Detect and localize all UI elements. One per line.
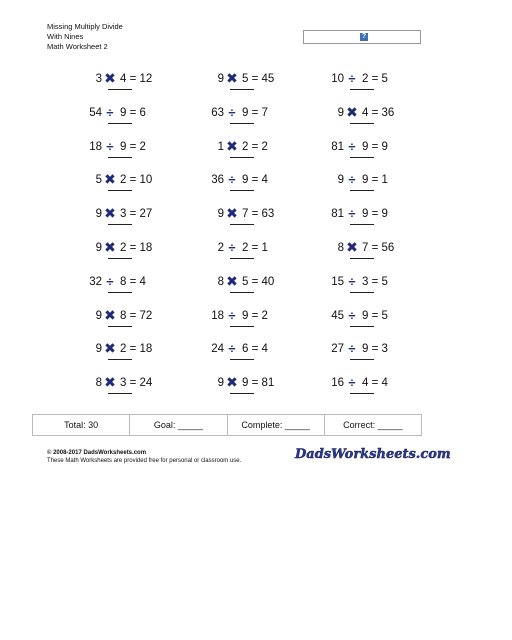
- divide-icon: ÷: [228, 172, 236, 188]
- missing-term-and-result: 9 = 81: [242, 377, 275, 390]
- multiply-icon: ✖: [104, 306, 116, 323]
- operand: 24: [211, 343, 224, 356]
- missing-term-and-result: 6 = 4: [242, 343, 268, 356]
- answer-blank[interactable]: [108, 258, 132, 259]
- operand: 8: [217, 275, 224, 288]
- operand: 9: [217, 73, 224, 85]
- problem: [192, 307, 302, 340]
- divide-icon: ÷: [228, 104, 236, 120]
- answer-blank[interactable]: [230, 123, 254, 124]
- missing-term-and-result: 4 = 4: [362, 377, 388, 390]
- answer-blank[interactable]: [350, 292, 374, 293]
- answer-blank[interactable]: [108, 190, 132, 191]
- answer-blank[interactable]: [108, 89, 132, 90]
- divide-icon: ÷: [348, 375, 356, 391]
- missing-term-and-result: 9 = 2: [120, 140, 146, 153]
- answer-blank[interactable]: [230, 190, 254, 191]
- problem: [70, 138, 180, 171]
- missing-term-and-result: 7 = 56: [362, 242, 395, 254]
- operand: 16: [331, 377, 344, 390]
- missing-term-and-result: 5 = 40: [242, 275, 275, 288]
- answer-blank[interactable]: [108, 292, 132, 293]
- missing-term-and-result: 2 = 18: [120, 343, 153, 356]
- missing-term-and-result: 9 = 7: [242, 106, 268, 119]
- title-line-1: Missing Multiply Divide: [47, 22, 123, 31]
- correct-cell: Correct: _____: [343, 420, 403, 430]
- problem: [312, 273, 422, 306]
- complete-cell: Complete: _____: [228, 415, 325, 435]
- divide-icon: ÷: [348, 138, 356, 154]
- operand: 18: [89, 140, 102, 153]
- divide-icon: ÷: [348, 307, 356, 323]
- problem: [70, 306, 180, 340]
- missing-term-and-result: 9 = 4: [242, 174, 268, 187]
- missing-term-and-result: 3 = 24: [120, 377, 153, 390]
- operand: 5: [95, 174, 102, 187]
- multiply-icon: ✖: [104, 239, 116, 255]
- multiply-icon: ✖: [104, 374, 116, 391]
- operand: 1: [217, 140, 224, 153]
- divide-icon: ÷: [348, 341, 356, 357]
- operand: 2: [217, 242, 224, 254]
- problem: [70, 239, 180, 272]
- missing-term-and-result: 9 = 3: [362, 343, 388, 356]
- missing-term-and-result: 4 = 12: [120, 73, 153, 85]
- problem: [312, 103, 422, 137]
- missing-term-and-result: 9 = 6: [120, 106, 146, 119]
- operand: 9: [217, 208, 224, 221]
- answer-blank[interactable]: [350, 224, 374, 225]
- answer-blank[interactable]: [350, 157, 374, 158]
- problem: [70, 171, 180, 204]
- missing-term-and-result: 2 = 1: [242, 242, 268, 254]
- missing-term-and-result: 2 = 18: [120, 242, 153, 254]
- divide-icon: ÷: [348, 273, 356, 289]
- answer-blank[interactable]: [230, 157, 254, 158]
- problem: [192, 174, 302, 204]
- problem: [192, 374, 302, 407]
- operand: 9: [95, 208, 102, 221]
- operand: 8: [95, 377, 102, 390]
- problem: [312, 239, 422, 272]
- answer-blank[interactable]: [350, 258, 374, 259]
- answer-blank[interactable]: [350, 190, 374, 191]
- operand: 15: [331, 275, 344, 288]
- operand: 27: [331, 343, 344, 356]
- missing-term-and-result: 9 = 2: [242, 309, 268, 322]
- problem: [70, 340, 180, 373]
- answer-blank[interactable]: [350, 123, 374, 124]
- answer-blank[interactable]: [108, 326, 132, 327]
- operand: 3: [95, 73, 102, 85]
- dadsworksheets-logo: [293, 442, 451, 464]
- problem: [312, 138, 422, 171]
- multiply-icon: ✖: [226, 374, 238, 391]
- operand: 45: [331, 309, 344, 322]
- answer-blank[interactable]: [108, 359, 132, 360]
- answer-blank[interactable]: [230, 258, 254, 259]
- answer-blank[interactable]: [350, 359, 374, 360]
- problem: [312, 208, 422, 238]
- missing-term-and-result: 9 = 9: [362, 208, 388, 221]
- multiply-icon: ✖: [104, 171, 116, 188]
- answer-blank[interactable]: [230, 89, 254, 90]
- problem: [312, 73, 422, 103]
- problem: [192, 70, 302, 103]
- multiply-icon: ✖: [104, 205, 116, 222]
- operand: 9: [95, 242, 102, 254]
- missing-term-and-result: 9 = 1: [362, 174, 388, 187]
- multiply-icon: ✖: [104, 70, 116, 86]
- operand: 9: [337, 174, 344, 187]
- divide-icon: ÷: [106, 273, 114, 289]
- problem: [312, 174, 422, 204]
- answer-blank[interactable]: [350, 393, 374, 394]
- operand: 9: [337, 106, 344, 119]
- problem: [192, 272, 302, 306]
- missing-term-and-result: 9 = 5: [362, 309, 388, 322]
- operand: 54: [89, 106, 102, 119]
- answer-blank[interactable]: [350, 326, 374, 327]
- total-cell: Total: 30: [33, 415, 130, 435]
- missing-term-and-result: 2 = 10: [120, 174, 153, 187]
- problem: [192, 137, 302, 171]
- missing-term-and-result: 9 = 9: [362, 140, 388, 153]
- multiply-icon: ✖: [226, 272, 238, 289]
- problem: [192, 104, 302, 137]
- operand: 8: [337, 242, 344, 254]
- answer-blank[interactable]: [230, 326, 254, 327]
- divide-icon: ÷: [348, 71, 356, 86]
- multiply-icon: ✖: [346, 239, 358, 255]
- problem: [312, 377, 422, 407]
- title-line-2: With Nines: [47, 32, 84, 41]
- answer-blank[interactable]: [230, 359, 254, 360]
- score-table: [32, 414, 422, 436]
- operand: 81: [331, 208, 344, 221]
- divide-icon: ÷: [228, 240, 236, 255]
- multiply-icon: ✖: [226, 70, 238, 86]
- operand: 36: [211, 174, 224, 187]
- divide-icon: ÷: [348, 172, 356, 188]
- copyright-line-2: These Math Worksheets are provided free for personal or classroom use.: [47, 458, 242, 464]
- question-mark-icon: ?: [361, 33, 367, 40]
- answer-blank[interactable]: [350, 89, 374, 90]
- multiply-icon: ✖: [104, 340, 116, 357]
- operand: 32: [89, 275, 102, 288]
- missing-term-and-result: 8 = 4: [120, 275, 146, 288]
- missing-term-and-result: 3 = 27: [120, 208, 153, 221]
- problem: [70, 104, 180, 137]
- operand: 10: [331, 73, 344, 85]
- goal-cell: Goal: _____: [130, 415, 227, 435]
- divide-icon: ÷: [348, 206, 356, 222]
- operand: 9: [217, 377, 224, 390]
- divide-icon: ÷: [228, 307, 236, 323]
- missing-term-and-result: 7 = 63: [242, 208, 275, 221]
- missing-term-and-result: 2 = 2: [242, 140, 268, 153]
- missing-term-and-result: 8 = 72: [120, 309, 153, 322]
- multiply-icon: ✖: [226, 205, 238, 222]
- problem: [70, 205, 180, 238]
- answer-blank[interactable]: [108, 393, 132, 394]
- answer-blank[interactable]: [108, 123, 132, 124]
- problem: [312, 343, 422, 373]
- divide-icon: ÷: [228, 341, 236, 357]
- problem: [192, 205, 302, 238]
- answer-blank[interactable]: [230, 292, 254, 293]
- operand: 63: [211, 106, 224, 119]
- divide-icon: ÷: [106, 104, 114, 120]
- problem: [312, 307, 422, 340]
- answer-blank[interactable]: [230, 393, 254, 394]
- operand: 18: [211, 309, 224, 322]
- problem: [70, 374, 180, 407]
- problem: [70, 70, 180, 103]
- title-line-3: Math Worksheet 2: [47, 42, 108, 51]
- missing-term-and-result: 2 = 5: [362, 73, 388, 85]
- operand: 81: [331, 140, 344, 153]
- problem: [192, 242, 302, 272]
- copyright-line-1: © 2008-2017 DadsWorksheets.com: [47, 450, 147, 456]
- multiply-icon: ✖: [226, 137, 238, 154]
- missing-term-and-result: 5 = 45: [242, 73, 275, 85]
- missing-term-and-result: 4 = 36: [362, 106, 395, 119]
- operand: 9: [95, 309, 102, 322]
- answer-blank[interactable]: [108, 224, 132, 225]
- multiply-icon: ✖: [346, 103, 358, 120]
- answer-blank[interactable]: [108, 157, 132, 158]
- operand: 9: [95, 343, 102, 356]
- missing-term-and-result: 3 = 5: [362, 275, 388, 288]
- logo-text: DadsWorksheets.com: [295, 447, 451, 462]
- copyright: [47, 449, 241, 465]
- divide-icon: ÷: [106, 138, 114, 154]
- problem: [192, 343, 302, 373]
- problem: [70, 273, 180, 306]
- answer-blank[interactable]: [230, 224, 254, 225]
